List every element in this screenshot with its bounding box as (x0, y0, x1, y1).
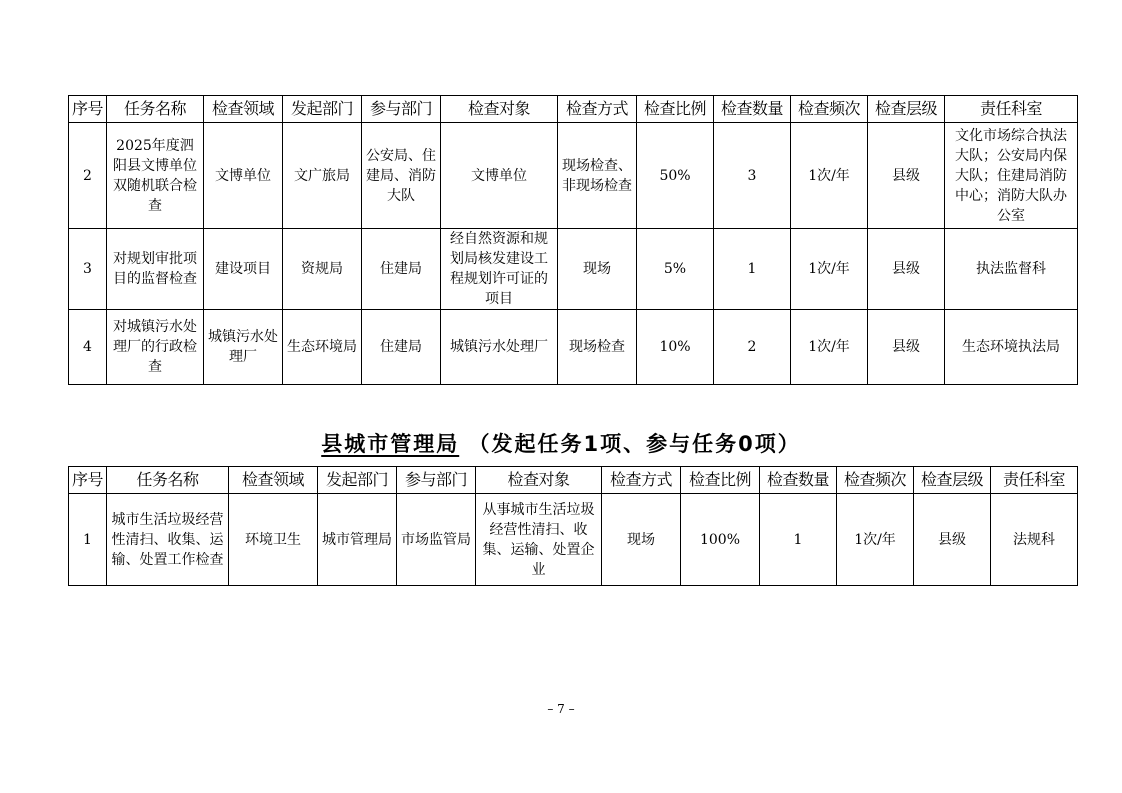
cell-domain: 建设项目 (204, 229, 283, 310)
cell-index: 1 (69, 494, 107, 586)
cell-office: 执法监督科 (945, 229, 1078, 310)
inspection-table-1 (68, 95, 1078, 385)
cell-target: 文博单位 (441, 123, 558, 229)
header-cell: 参与部门 (397, 467, 476, 494)
cell-domain: 文博单位 (204, 123, 283, 229)
cell-office: 生态环境执法局 (945, 310, 1078, 385)
cell-ratio: 50% (637, 123, 714, 229)
cell-index: 2 (69, 123, 107, 229)
table-header-row (69, 467, 1078, 494)
header-cell: 序号 (69, 96, 107, 123)
cell-initiator: 资规局 (283, 229, 362, 310)
table-header-row (69, 96, 1078, 123)
table-row (69, 229, 1078, 310)
header-cell: 任务名称 (107, 96, 204, 123)
cell-level: 县级 (868, 123, 945, 229)
cell-task-name: 城市生活垃圾经营性清扫、收集、运输、处置工作检查 (107, 494, 229, 586)
cell-method: 现场检查 (558, 310, 637, 385)
cell-task-name: 对城镇污水处理厂的行政检查 (107, 310, 204, 385)
cell-frequency: 1次/年 (791, 123, 868, 229)
cell-method: 现场检查、非现场检查 (558, 123, 637, 229)
section-title (0, 428, 1122, 458)
cell-target: 从事城市生活垃圾经营性清扫、收集、运输、处置企业 (476, 494, 602, 586)
section-title-main: 县城市管理局 (321, 432, 460, 456)
header-cell: 序号 (69, 467, 107, 494)
cell-task-name: 2025年度泗阳县文博单位双随机联合检查 (107, 123, 204, 229)
cell-method: 现场 (558, 229, 637, 310)
header-cell: 检查对象 (441, 96, 558, 123)
header-cell: 检查方式 (602, 467, 681, 494)
cell-participant: 住建局 (362, 310, 441, 385)
header-cell: 检查数量 (714, 96, 791, 123)
cell-ratio: 100% (681, 494, 760, 586)
cell-count: 3 (714, 123, 791, 229)
cell-level: 县级 (868, 310, 945, 385)
header-cell: 责任科室 (991, 467, 1078, 494)
cell-target: 经自然资源和规划局核发建设工程规划许可证的项目 (441, 229, 558, 310)
page-number: – 7 – (547, 702, 575, 716)
cell-target: 城镇污水处理厂 (441, 310, 558, 385)
cell-level: 县级 (914, 494, 991, 586)
cell-initiator: 文广旅局 (283, 123, 362, 229)
header-cell: 发起部门 (283, 96, 362, 123)
header-cell: 参与部门 (362, 96, 441, 123)
cell-level: 县级 (868, 229, 945, 310)
cell-initiator: 生态环境局 (283, 310, 362, 385)
cell-participant: 住建局 (362, 229, 441, 310)
cell-participant: 公安局、住建局、消防大队 (362, 123, 441, 229)
header-cell: 检查领域 (204, 96, 283, 123)
cell-count: 1 (714, 229, 791, 310)
cell-office: 法规科 (991, 494, 1078, 586)
inspection-table-2 (68, 466, 1078, 586)
table-row (69, 123, 1078, 229)
cell-ratio: 10% (637, 310, 714, 385)
table-row (69, 494, 1078, 586)
header-cell: 发起部门 (318, 467, 397, 494)
cell-task-name: 对规划审批项目的监督检查 (107, 229, 204, 310)
header-cell: 检查层级 (868, 96, 945, 123)
header-cell: 检查层级 (914, 467, 991, 494)
header-cell: 检查方式 (558, 96, 637, 123)
header-cell: 检查领域 (229, 467, 318, 494)
cell-office: 文化市场综合执法大队；公安局内保大队；住建局消防中心；消防大队办公室 (945, 123, 1078, 229)
header-cell: 检查数量 (760, 467, 837, 494)
header-cell: 任务名称 (107, 467, 229, 494)
cell-index: 3 (69, 229, 107, 310)
cell-initiator: 城市管理局 (318, 494, 397, 586)
cell-method: 现场 (602, 494, 681, 586)
header-cell: 检查对象 (476, 467, 602, 494)
cell-ratio: 5% (637, 229, 714, 310)
cell-count: 2 (714, 310, 791, 385)
cell-domain: 城镇污水处理厂 (204, 310, 283, 385)
cell-count: 1 (760, 494, 837, 586)
cell-participant: 市场监管局 (397, 494, 476, 586)
header-cell: 检查比例 (637, 96, 714, 123)
cell-frequency: 1次/年 (791, 310, 868, 385)
header-cell: 检查频次 (837, 467, 914, 494)
header-cell: 责任科室 (945, 96, 1078, 123)
cell-index: 4 (69, 310, 107, 385)
cell-frequency: 1次/年 (791, 229, 868, 310)
section-title-sub: （发起任务1项、参与任务0项） (468, 432, 801, 456)
header-cell: 检查频次 (791, 96, 868, 123)
cell-domain: 环境卫生 (229, 494, 318, 586)
header-cell: 检查比例 (681, 467, 760, 494)
cell-frequency: 1次/年 (837, 494, 914, 586)
table-row (69, 310, 1078, 385)
